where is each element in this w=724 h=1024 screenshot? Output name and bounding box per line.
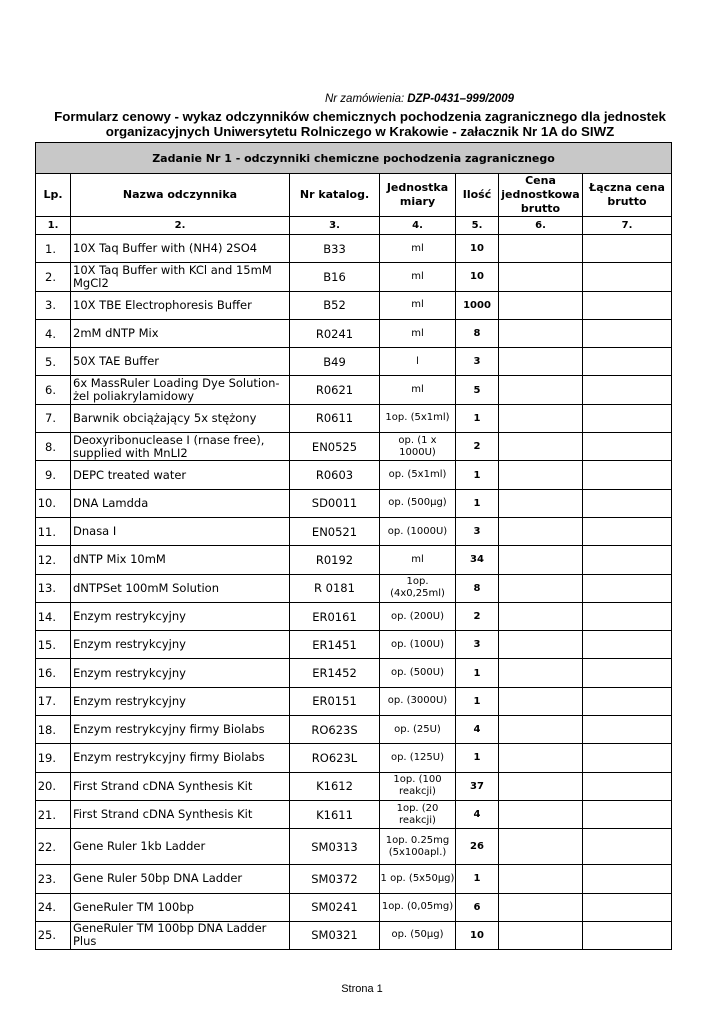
quantity: 3 bbox=[456, 631, 499, 659]
catalog-number: R 0181 bbox=[290, 574, 380, 602]
unit-of-measure: 1op. (5x1ml) bbox=[380, 404, 456, 432]
catalog-number: R0192 bbox=[290, 546, 380, 574]
col-number: 6. bbox=[499, 217, 583, 235]
unit-price-cell bbox=[499, 291, 583, 319]
catalog-number: R0603 bbox=[290, 461, 380, 489]
table-row bbox=[36, 574, 672, 602]
row-number: 1. bbox=[36, 235, 71, 263]
row-number: 22. bbox=[36, 829, 71, 865]
total-price-cell bbox=[583, 291, 672, 319]
unit-price-cell bbox=[499, 865, 583, 893]
unit-price-cell bbox=[499, 921, 583, 949]
reagent-name: Enzym restrykcyjny bbox=[71, 631, 290, 659]
unit-price-cell bbox=[499, 800, 583, 828]
table-body bbox=[36, 235, 672, 950]
unit-of-measure: 1op. (4x0,25ml) bbox=[380, 574, 456, 602]
quantity: 26 bbox=[456, 829, 499, 865]
catalog-number: K1611 bbox=[290, 800, 380, 828]
reagent-name: First Strand cDNA Synthesis Kit bbox=[71, 800, 290, 828]
quantity: 10 bbox=[456, 235, 499, 263]
total-price-cell bbox=[583, 376, 672, 404]
table-row bbox=[36, 461, 672, 489]
row-number: 23. bbox=[36, 865, 71, 893]
order-label: Nr zamówienia: bbox=[324, 93, 405, 105]
table-row bbox=[36, 376, 672, 404]
quantity: 6 bbox=[456, 893, 499, 921]
reagent-name: First Strand cDNA Synthesis Kit bbox=[71, 772, 290, 800]
table-row bbox=[36, 716, 672, 744]
unit-price-cell bbox=[499, 404, 583, 432]
col-header-unit-price: Cena jednostkowa brutto bbox=[499, 174, 583, 217]
unit-of-measure: op. (1 x 1000U) bbox=[380, 433, 456, 461]
catalog-number: B52 bbox=[290, 291, 380, 319]
catalog-number: R0611 bbox=[290, 404, 380, 432]
row-number: 9. bbox=[36, 461, 71, 489]
unit-of-measure: op. (125U) bbox=[380, 744, 456, 772]
row-number: 2. bbox=[36, 263, 71, 291]
row-number: 18. bbox=[36, 716, 71, 744]
row-number: 8. bbox=[36, 433, 71, 461]
reagent-name: 10X TBE Electrophoresis Buffer bbox=[71, 291, 290, 319]
catalog-number: SM0313 bbox=[290, 829, 380, 865]
catalog-number: ER1451 bbox=[290, 631, 380, 659]
total-price-cell bbox=[583, 893, 672, 921]
zadanie-header: Zadanie Nr 1 - odczynniki chemiczne pochodzenia zagranicznego bbox=[36, 143, 672, 174]
col-number: 3. bbox=[290, 217, 380, 235]
total-price-cell bbox=[583, 404, 672, 432]
quantity: 1 bbox=[456, 865, 499, 893]
table-row bbox=[36, 291, 672, 319]
table-row bbox=[36, 517, 672, 545]
reagent-name: Enzym restrykcyjny firmy Biolabs bbox=[71, 744, 290, 772]
row-number: 13. bbox=[36, 574, 71, 602]
unit-price-cell bbox=[499, 489, 583, 517]
table-row bbox=[36, 659, 672, 687]
catalog-number: B33 bbox=[290, 235, 380, 263]
table-row bbox=[36, 235, 672, 263]
total-price-cell bbox=[583, 489, 672, 517]
row-number: 16. bbox=[36, 659, 71, 687]
reagent-name: 2mM dNTP Mix bbox=[71, 319, 290, 347]
reagent-name: Enzym restrykcyjny bbox=[71, 659, 290, 687]
quantity: 34 bbox=[456, 546, 499, 574]
total-price-cell bbox=[583, 921, 672, 949]
col-header-name: Nazwa odczynnika bbox=[71, 174, 290, 217]
unit-of-measure: ml bbox=[380, 376, 456, 404]
row-number: 4. bbox=[36, 319, 71, 347]
row-number: 11. bbox=[36, 517, 71, 545]
col-number: 1. bbox=[36, 217, 71, 235]
total-price-cell bbox=[583, 319, 672, 347]
catalog-number: B16 bbox=[290, 263, 380, 291]
catalog-number: ER0151 bbox=[290, 687, 380, 715]
unit-price-cell bbox=[499, 829, 583, 865]
table-row bbox=[36, 829, 672, 865]
unit-price-cell bbox=[499, 687, 583, 715]
row-number: 17. bbox=[36, 687, 71, 715]
quantity: 1 bbox=[456, 687, 499, 715]
unit-of-measure: op. (50µg) bbox=[380, 921, 456, 949]
col-header-catalog: Nr katalog. bbox=[290, 174, 380, 217]
quantity: 4 bbox=[456, 716, 499, 744]
table-row bbox=[36, 631, 672, 659]
quantity: 8 bbox=[456, 319, 499, 347]
total-price-cell bbox=[583, 602, 672, 630]
table-row bbox=[36, 800, 672, 828]
unit-price-cell bbox=[499, 744, 583, 772]
unit-of-measure: 1op. (0,05mg) bbox=[380, 893, 456, 921]
unit-of-measure: op. (500µg) bbox=[380, 489, 456, 517]
unit-of-measure: 1op. (20 reakcji) bbox=[380, 800, 456, 828]
row-number: 25. bbox=[36, 921, 71, 949]
quantity: 1 bbox=[456, 404, 499, 432]
unit-of-measure: ml bbox=[380, 319, 456, 347]
order-number: DZP-0431–999/2009 bbox=[407, 93, 514, 105]
total-price-cell bbox=[583, 461, 672, 489]
catalog-number: EN0525 bbox=[290, 433, 380, 461]
quantity: 3 bbox=[456, 517, 499, 545]
total-price-cell bbox=[583, 744, 672, 772]
unit-price-cell bbox=[499, 376, 583, 404]
col-header-unit: Jednostka miary bbox=[380, 174, 456, 217]
unit-of-measure: op. (5x1ml) bbox=[380, 461, 456, 489]
row-number: 5. bbox=[36, 348, 71, 376]
row-number: 21. bbox=[36, 800, 71, 828]
total-price-cell bbox=[583, 235, 672, 263]
catalog-number: ER1452 bbox=[290, 659, 380, 687]
table-row bbox=[36, 893, 672, 921]
table-row bbox=[36, 404, 672, 432]
reagent-name: Enzym restrykcyjny firmy Biolabs bbox=[71, 716, 290, 744]
quantity: 2 bbox=[456, 433, 499, 461]
table-row bbox=[36, 772, 672, 800]
unit-of-measure: 1op. (100 reakcji) bbox=[380, 772, 456, 800]
row-number: 6. bbox=[36, 376, 71, 404]
reagent-name: Deoxyribonuclease I (rnase free), supplied with MnLI2 bbox=[71, 433, 290, 461]
unit-price-cell bbox=[499, 461, 583, 489]
quantity: 1 bbox=[456, 659, 499, 687]
total-price-cell bbox=[583, 348, 672, 376]
total-price-cell bbox=[583, 574, 672, 602]
unit-price-cell bbox=[499, 716, 583, 744]
unit-of-measure: ml bbox=[380, 235, 456, 263]
reagent-name: 6x MassRuler Loading Dye Solution-żel poliakrylamidowy bbox=[71, 376, 290, 404]
col-number: 5. bbox=[456, 217, 499, 235]
col-header-qty: Ilość bbox=[456, 174, 499, 217]
quantity: 8 bbox=[456, 574, 499, 602]
title-line-2: organizacyjnych Uniwersytetu Rolniczego w Krakowie - załacznik Nr 1A do SIWZ bbox=[105, 124, 615, 139]
quantity: 37 bbox=[456, 772, 499, 800]
unit-price-cell bbox=[499, 893, 583, 921]
unit-price-cell bbox=[499, 319, 583, 347]
unit-price-cell bbox=[499, 631, 583, 659]
total-price-cell bbox=[583, 829, 672, 865]
table-row bbox=[36, 921, 672, 949]
table-row bbox=[36, 744, 672, 772]
page-footer: Strona 1 bbox=[341, 983, 383, 995]
table-row bbox=[36, 602, 672, 630]
unit-of-measure: op. (1000U) bbox=[380, 517, 456, 545]
row-number: 7. bbox=[36, 404, 71, 432]
total-price-cell bbox=[583, 517, 672, 545]
col-number: 2. bbox=[71, 217, 290, 235]
unit-of-measure: op. (100U) bbox=[380, 631, 456, 659]
unit-price-cell bbox=[499, 574, 583, 602]
table-row bbox=[36, 489, 672, 517]
catalog-number: RO623S bbox=[290, 716, 380, 744]
catalog-number: ER0161 bbox=[290, 602, 380, 630]
row-number: 14. bbox=[36, 602, 71, 630]
total-price-cell bbox=[583, 263, 672, 291]
unit-price-cell bbox=[499, 546, 583, 574]
unit-of-measure: ml bbox=[380, 263, 456, 291]
reagent-name: dNTP Mix 10mM bbox=[71, 546, 290, 574]
catalog-number: R0241 bbox=[290, 319, 380, 347]
document-title bbox=[30, 109, 690, 139]
col-number: 7. bbox=[583, 217, 672, 235]
table-row bbox=[36, 263, 672, 291]
quantity: 1 bbox=[456, 489, 499, 517]
quantity: 1 bbox=[456, 744, 499, 772]
unit-of-measure: 1op. 0.25mg (5x100apl.) bbox=[380, 829, 456, 865]
unit-of-measure: op. (3000U) bbox=[380, 687, 456, 715]
table-row bbox=[36, 865, 672, 893]
reagent-name: dNTPSet 100mM Solution bbox=[71, 574, 290, 602]
reagent-name: DNA Lamdda bbox=[71, 489, 290, 517]
unit-of-measure: ml bbox=[380, 291, 456, 319]
quantity: 5 bbox=[456, 376, 499, 404]
title-line-1: Formularz cenowy - wykaz odczynników chemicznych pochodzenia zagranicznego dla jednostek bbox=[54, 109, 666, 124]
quantity: 4 bbox=[456, 800, 499, 828]
table-row bbox=[36, 687, 672, 715]
reagent-name: Enzym restrykcyjny bbox=[71, 602, 290, 630]
catalog-number: RO623L bbox=[290, 744, 380, 772]
quantity: 1 bbox=[456, 461, 499, 489]
unit-price-cell bbox=[499, 263, 583, 291]
row-number: 3. bbox=[36, 291, 71, 319]
reagent-name: GeneRuler TM 100bp bbox=[71, 893, 290, 921]
unit-of-measure: op. (25U) bbox=[380, 716, 456, 744]
table-row bbox=[36, 348, 672, 376]
unit-price-cell bbox=[499, 772, 583, 800]
unit-price-cell bbox=[499, 433, 583, 461]
row-number: 20. bbox=[36, 772, 71, 800]
reagent-name: Barwnik obciążający 5x stężony bbox=[71, 404, 290, 432]
row-number: 15. bbox=[36, 631, 71, 659]
reagent-name: 10X Taq Buffer with KCl and 15mM MgCl2 bbox=[71, 263, 290, 291]
unit-price-cell bbox=[499, 659, 583, 687]
unit-price-cell bbox=[499, 235, 583, 263]
quantity: 10 bbox=[456, 263, 499, 291]
reagent-name: DEPC treated water bbox=[71, 461, 290, 489]
unit-price-cell bbox=[499, 348, 583, 376]
catalog-number: R0621 bbox=[290, 376, 380, 404]
reagent-name: Enzym restrykcyjny bbox=[71, 687, 290, 715]
unit-of-measure: op. (500U) bbox=[380, 659, 456, 687]
catalog-number: SM0241 bbox=[290, 893, 380, 921]
reagent-name: Dnasa I bbox=[71, 517, 290, 545]
unit-price-cell bbox=[499, 517, 583, 545]
row-number: 19. bbox=[36, 744, 71, 772]
col-header-lp: Lp. bbox=[36, 174, 71, 217]
total-price-cell bbox=[583, 433, 672, 461]
row-number: 12. bbox=[36, 546, 71, 574]
row-number: 24. bbox=[36, 893, 71, 921]
catalog-number: SM0372 bbox=[290, 865, 380, 893]
table-row bbox=[36, 433, 672, 461]
catalog-number: SD0011 bbox=[290, 489, 380, 517]
catalog-number: B49 bbox=[290, 348, 380, 376]
col-header-total-price: Łączna cena brutto bbox=[583, 174, 672, 217]
total-price-cell bbox=[583, 546, 672, 574]
total-price-cell bbox=[583, 772, 672, 800]
total-price-cell bbox=[583, 687, 672, 715]
col-number: 4. bbox=[380, 217, 456, 235]
catalog-number: K1612 bbox=[290, 772, 380, 800]
reagent-name: Gene Ruler 1kb Ladder bbox=[71, 829, 290, 865]
order-number-line bbox=[0, 93, 514, 105]
catalog-number: SM0321 bbox=[290, 921, 380, 949]
unit-price-cell bbox=[499, 602, 583, 630]
quantity: 10 bbox=[456, 921, 499, 949]
unit-of-measure: l bbox=[380, 348, 456, 376]
reagent-name: Gene Ruler 50bp DNA Ladder bbox=[71, 865, 290, 893]
total-price-cell bbox=[583, 716, 672, 744]
catalog-number: EN0521 bbox=[290, 517, 380, 545]
unit-of-measure: op. (200U) bbox=[380, 602, 456, 630]
total-price-cell bbox=[583, 865, 672, 893]
table-row bbox=[36, 546, 672, 574]
unit-of-measure: ml bbox=[380, 546, 456, 574]
quantity: 2 bbox=[456, 602, 499, 630]
quantity: 1000 bbox=[456, 291, 499, 319]
total-price-cell bbox=[583, 631, 672, 659]
table-row bbox=[36, 319, 672, 347]
quantity: 3 bbox=[456, 348, 499, 376]
reagent-name: GeneRuler TM 100bp DNA Ladder Plus bbox=[71, 921, 290, 949]
price-table bbox=[35, 142, 672, 950]
total-price-cell bbox=[583, 659, 672, 687]
reagent-name: 10X Taq Buffer with (NH4) 2SO4 bbox=[71, 235, 290, 263]
unit-of-measure: 1 op. (5x50µg) bbox=[380, 865, 456, 893]
total-price-cell bbox=[583, 800, 672, 828]
reagent-name: 50X TAE Buffer bbox=[71, 348, 290, 376]
row-number: 10. bbox=[36, 489, 71, 517]
